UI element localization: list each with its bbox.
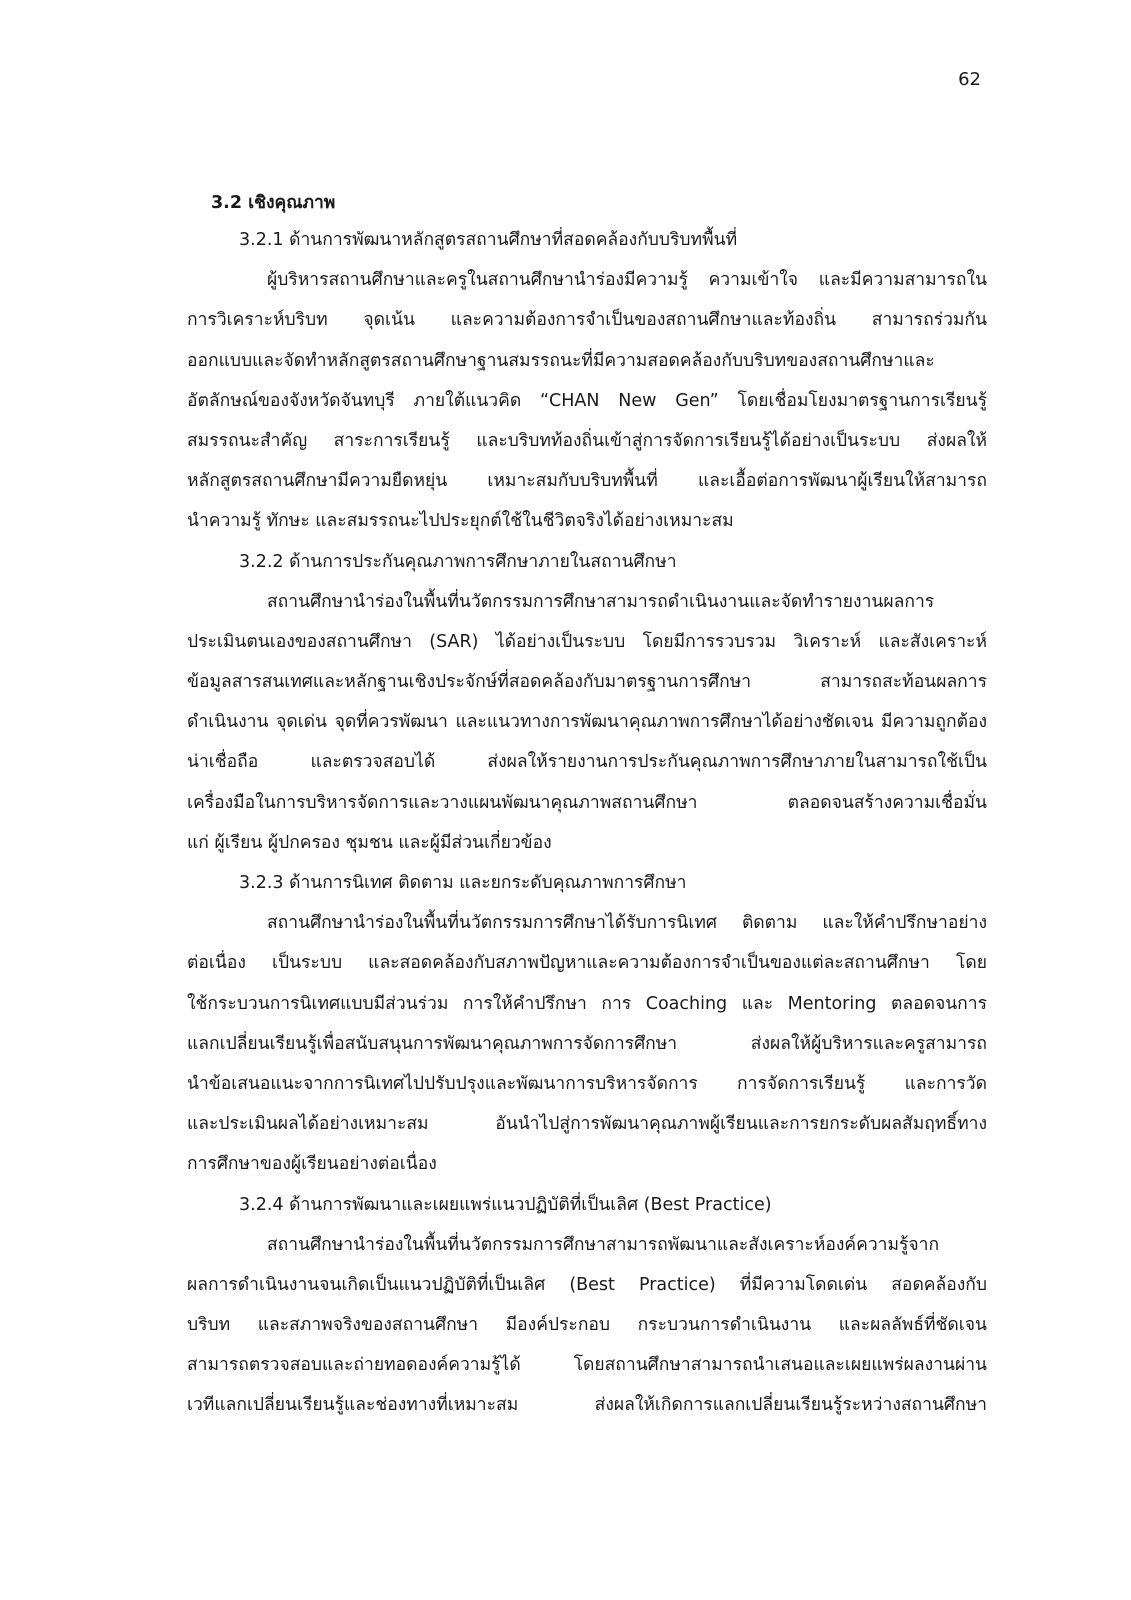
paragraph-line: นำข้อเสนอแนะจากการนิเทศไปปรับปรุงและพัฒนาการบริหารจัดการ การจัดการเรียนรู้ และการวัด <box>187 1073 987 1094</box>
paragraph-line: สถานศึกษานำร่องในพื้นที่นวัตกรรมการศึกษาได้รับการนิเทศ ติดตาม และให้คำปรึกษาอย่าง <box>267 913 987 934</box>
paragraph-line: น่าเชื่อถือ และตรวจสอบได้ ส่งผลให้รายงานการประกันคุณภาพการศึกษาภายในสามารถใช้เป็น <box>187 752 987 773</box>
section-heading: 3.2 เชิงคุณภาพ <box>211 193 336 213</box>
subsection-title: 3.2.1 ด้านการพัฒนาหลักสูตรสถานศึกษาที่สอดคล้องกับบริบทพื้นที่ <box>239 230 738 250</box>
paragraph-line: หลักสูตรสถานศึกษามีความยืดหยุ่น เหมาะสมกับบริบทพื้นที่ และเอื้อต่อการพัฒนาผู้เรียนให้สามารถ <box>187 471 987 492</box>
paragraph-line: แลกเปลี่ยนเรียนรู้เพื่อสนับสนุนการพัฒนาคุณภาพการจัดการศึกษา ส่งผลให้ผู้บริหารและครูสามารถ <box>187 1033 987 1054</box>
paragraph-line: ประเมินตนเองของสถานศึกษา (SAR) ได้อย่างเป็นระบบ โดยมีการรวบรวม วิเคราะห์ และสังเคราะห์ <box>187 631 987 652</box>
section-body <box>187 186 987 1426</box>
paragraph-line: ใช้กระบวนการนิเทศแบบมีส่วนร่วม การให้คำปรึกษา การ Coaching และ Mentoring ตลอดจนการ <box>187 993 987 1014</box>
paragraph-line: อัตลักษณ์ของจังหวัดจันทบุรี ภายใต้แนวคิด “CHAN New Gen” โดยเชื่อมโยงมาตรฐานการเรียนรู้ <box>187 390 987 411</box>
paragraph-line: และประเมินผลได้อย่างเหมาะสม อันนำไปสู่การพัฒนาคุณภาพผู้เรียนและการยกระดับผลสัมฤทธิ์ทาง <box>187 1114 987 1135</box>
paragraph-line: ผลการดำเนินงานจนเกิดเป็นแนวปฏิบัติที่เป็นเลิศ (Best Practice) ที่มีความโดดเด่น สอดคล้องกับ <box>187 1274 987 1295</box>
paragraph-line: สามารถตรวจสอบและถ่ายทอดองค์ความรู้ได้ โดยสถานศึกษาสามารถนำเสนอและเผยแพร่ผลงานผ่าน <box>187 1355 987 1376</box>
paragraph-line: สถานศึกษานำร่องในพื้นที่นวัตกรรมการศึกษาสามารถพัฒนาและสังเคราะห์องค์ความรู้จาก <box>267 1234 940 1255</box>
paragraph-line: ออกแบบและจัดทำหลักสูตรสถานศึกษาฐานสมรรถนะที่มีความสอดคล้องกับบริบทของสถานศึกษาและ <box>187 350 935 371</box>
subsection-title: 3.2.3 ด้านการนิเทศ ติดตาม และยกระดับคุณภาพการศึกษา <box>239 873 687 893</box>
paragraph-line: เครื่องมือในการบริหารจัดการและวางแผนพัฒนาคุณภาพสถานศึกษา ตลอดจนสร้างความเชื่อมั่น <box>187 792 987 813</box>
paragraph-line: การวิเคราะห์บริบท จุดเน้น และความต้องการจำเป็นของสถานศึกษาและท้องถิ่น สามารถร่วมกัน <box>187 310 987 331</box>
paragraph-line: สมรรถนะสำคัญ สาระการเรียนรู้ และบริบทท้องถิ่นเข้าสู่การจัดการเรียนรู้ได้อย่างเป็นระบบ ส่งผลให้ <box>187 430 987 451</box>
paragraph-line: การศึกษาของผู้เรียนอย่างต่อเนื่อง <box>187 1154 437 1175</box>
paragraph-line: สถานศึกษานำร่องในพื้นที่นวัตกรรมการศึกษาสามารถดำเนินงานและจัดทำรายงานผลการ <box>267 591 935 612</box>
paragraph-line: ข้อมูลสารสนเทศและหลักฐานเชิงประจักษ์ที่สอดคล้องกับมาตรฐานการศึกษา สามารถสะท้อนผลการ <box>187 672 987 693</box>
subsection-title: 3.2.2 ด้านการประกันคุณภาพการศึกษาภายในสถานศึกษา <box>239 551 677 572</box>
page-number: 62 <box>958 69 981 90</box>
paragraph-line: เวทีแลกเปลี่ยนเรียนรู้และช่องทางที่เหมาะสม ส่งผลให้เกิดการแลกเปลี่ยนเรียนรู้ระหว่างสถานศึกษา <box>187 1395 987 1416</box>
paragraph-line: บริบท และสภาพจริงของสถานศึกษา มีองค์ประกอบ กระบวนการดำเนินงาน และผลลัพธ์ที่ชัดเจน <box>187 1315 987 1336</box>
paragraph-line: แก่ ผู้เรียน ผู้ปกครอง ชุมชน และผู้มีส่วนเกี่ยวข้อง <box>187 832 552 853</box>
paragraph-line: นำความรู้ ทักษะ และสมรรถนะไปประยุกต์ใช้ในชีวิตจริงได้อย่างเหมาะสม <box>187 511 734 532</box>
subsection-title: 3.2.4 ด้านการพัฒนาและเผยแพร่แนวปฏิบัติที่เป็นเลิศ (Best Practice) <box>239 1194 772 1215</box>
paragraph-line: ดำเนินงาน จุดเด่น จุดที่ควรพัฒนา และแนวทางการพัฒนาคุณภาพการศึกษาได้อย่างชัดเจน มีความถูกต้อง <box>187 712 987 733</box>
paragraph-line: ต่อเนื่อง เป็นระบบ และสอดคล้องกับสภาพปัญหาและความต้องการจำเป็นของแต่ละสถานศึกษา โดย <box>187 953 987 974</box>
paragraph-line: ผู้บริหารสถานศึกษาและครูในสถานศึกษานำร่องมีความรู้ ความเข้าใจ และมีความสามารถใน <box>267 270 987 291</box>
